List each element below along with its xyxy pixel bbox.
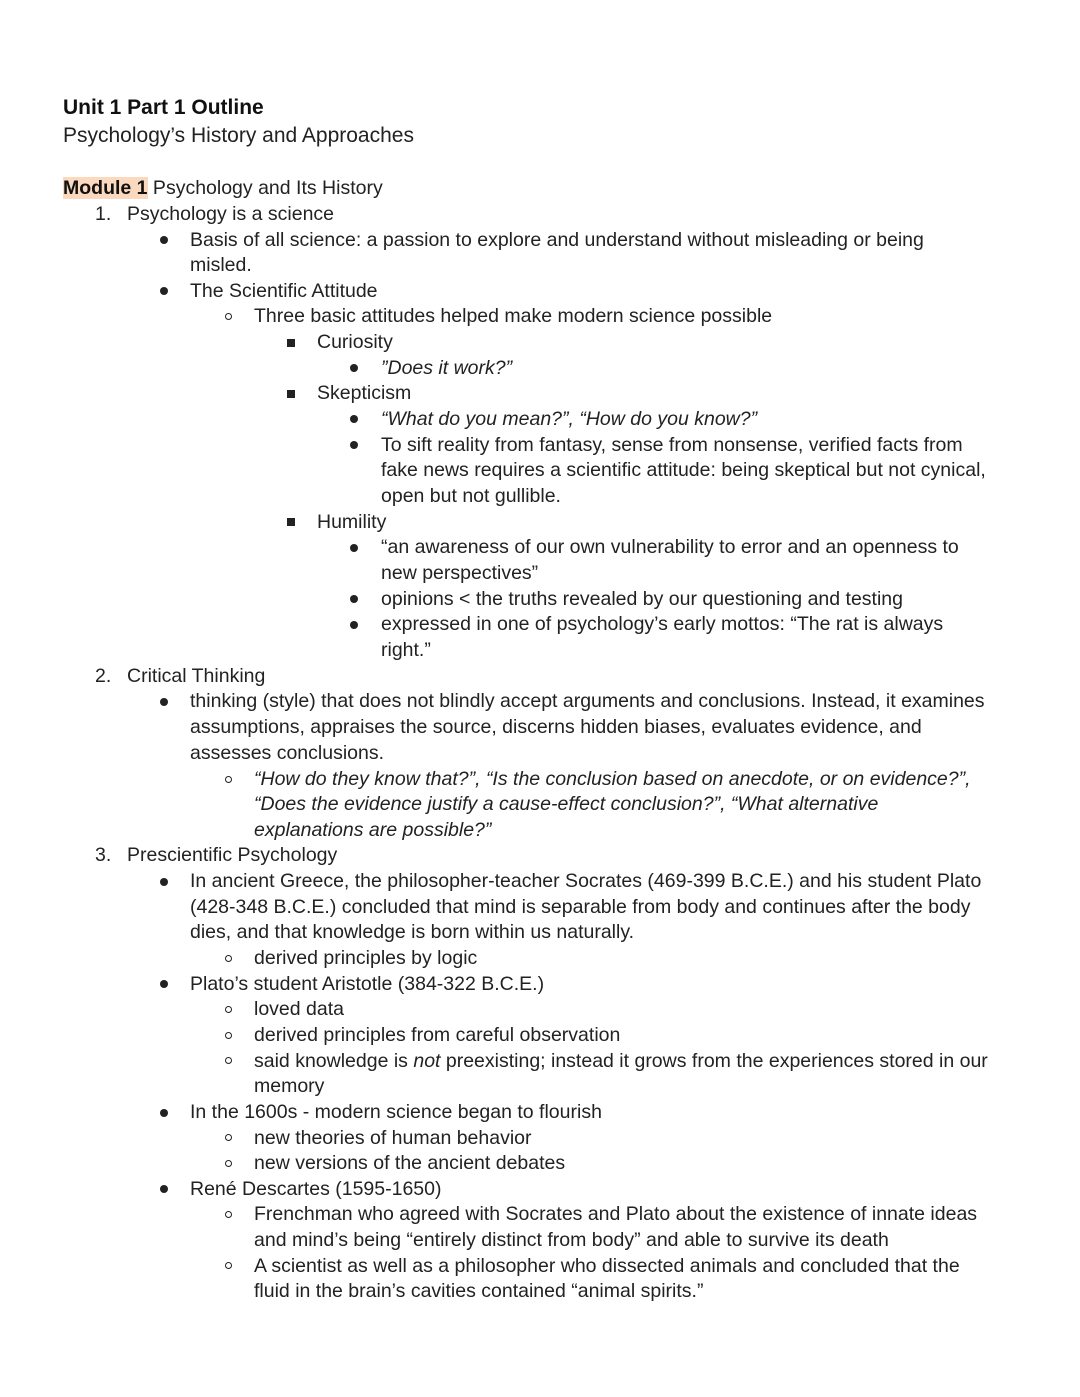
outline-text: expressed in one of psychology’s early mottos: “The rat is always bbox=[381, 613, 944, 635]
outline-text: opinions < the truths revealed by our questioning and testing bbox=[381, 588, 903, 610]
section-number: 1. bbox=[95, 203, 112, 225]
outline-text: right.” bbox=[381, 639, 431, 661]
bullet-icon bbox=[350, 621, 358, 629]
outline-quote bbox=[381, 356, 512, 382]
module-name: Psychology and Its History bbox=[147, 177, 383, 199]
bullet-icon bbox=[160, 236, 168, 244]
bullet-icon bbox=[160, 1185, 168, 1193]
outline-text: Curiosity bbox=[317, 331, 393, 353]
bullet-icon bbox=[160, 287, 168, 295]
bullet-icon bbox=[350, 364, 358, 372]
bullet-icon bbox=[350, 441, 358, 449]
module-tag: Module 1 bbox=[63, 177, 148, 199]
square-bullet-icon bbox=[287, 390, 295, 398]
section-title: Critical Thinking bbox=[127, 665, 266, 687]
outline-text: René Descartes (1595-1650) bbox=[190, 1178, 442, 1200]
outline-text: derived principles from careful observation bbox=[254, 1024, 621, 1046]
circle-bullet-icon bbox=[225, 1006, 232, 1013]
outline-text: and mind’s being “entirely distinct from body” and able to survive its death bbox=[254, 1229, 889, 1251]
outline-quote-text: explanations are possible?” bbox=[254, 819, 492, 841]
circle-bullet-icon bbox=[225, 313, 232, 320]
outline-text: fake news requires a scientific attitude: being skeptical but not cynical, bbox=[381, 459, 986, 481]
outline-quote-text: “What do you mean?”, “How do you know?” bbox=[381, 408, 758, 430]
circle-bullet-icon bbox=[225, 1057, 232, 1064]
outline-quote bbox=[381, 407, 757, 433]
outline-text: A scientist as well as a philosopher who dissected animals and concluded that the bbox=[254, 1255, 960, 1277]
bullet-icon bbox=[160, 698, 168, 706]
outline-text-part: said knowledge is bbox=[254, 1050, 414, 1072]
circle-bullet-icon bbox=[225, 1160, 232, 1167]
outline-text: new perspectives” bbox=[381, 562, 539, 584]
outline-text: Humility bbox=[317, 511, 387, 533]
outline-text: misled. bbox=[190, 254, 252, 276]
outline-text: Basis of all science: a passion to explore and understand without misleading or being bbox=[190, 229, 924, 251]
outline-text: thinking (style) that does not blindly accept arguments and conclusions. Instead, it examines bbox=[190, 690, 985, 712]
outline-text: Skepticism bbox=[317, 382, 412, 404]
outline-text: assesses conclusions. bbox=[190, 742, 385, 764]
outline-quote bbox=[254, 818, 491, 844]
outline-text: “an awareness of our own vulnerability to error and an openness to bbox=[381, 536, 959, 558]
outline-text: Frenchman who agreed with Socrates and Plato about the existence of innate ideas bbox=[254, 1203, 978, 1225]
outline-text: new versions of the ancient debates bbox=[254, 1152, 566, 1174]
outline-quote-text: “Does the evidence justify a cause-effect conclusion?”, “What alternative bbox=[254, 793, 879, 815]
circle-bullet-icon bbox=[225, 1032, 232, 1039]
section-title: Prescientific Psychology bbox=[127, 844, 338, 866]
bullet-icon bbox=[160, 980, 168, 988]
outline-quote bbox=[254, 792, 878, 818]
square-bullet-icon bbox=[287, 518, 295, 526]
outline-text bbox=[254, 1049, 988, 1075]
outline-text: open but not gullible. bbox=[381, 485, 561, 507]
outline-quote-text: “How do they know that?”, “Is the conclusion based on anecdote, or on evidence?”, bbox=[254, 768, 971, 790]
outline-quote bbox=[254, 767, 971, 793]
bullet-icon bbox=[350, 544, 358, 552]
outline-text: Three basic attitudes helped make modern science possible bbox=[254, 305, 773, 327]
module-heading bbox=[63, 176, 383, 202]
outline-text: dies, and that knowledge is born within us naturally. bbox=[190, 921, 635, 943]
outline-text: memory bbox=[254, 1075, 325, 1097]
bullet-icon bbox=[160, 878, 168, 886]
outline-text: new theories of human behavior bbox=[254, 1127, 532, 1149]
outline-text: Plato’s student Aristotle (384-322 B.C.E.) bbox=[190, 973, 545, 995]
bullet-icon bbox=[350, 595, 358, 603]
section-title: Psychology is a science bbox=[127, 203, 335, 225]
outline-text: The Scientific Attitude bbox=[190, 280, 378, 302]
bullet-icon bbox=[350, 415, 358, 423]
circle-bullet-icon bbox=[225, 1134, 232, 1141]
emphasis-text: not bbox=[413, 1050, 441, 1072]
outline-text: To sift reality from fantasy, sense from nonsense, verified facts from bbox=[381, 434, 963, 456]
outline-text: loved data bbox=[254, 998, 344, 1020]
outline-text: assumptions, appraises the source, discerns hidden biases, evaluates evidence, and bbox=[190, 716, 922, 738]
outline-text-part: preexisting; instead it grows from the experiences stored in our bbox=[440, 1050, 988, 1072]
circle-bullet-icon bbox=[225, 955, 232, 962]
outline-text: In ancient Greece, the philosopher-teacher Socrates (469-399 B.C.E.) and his student Plato bbox=[190, 870, 982, 892]
page-title: Unit 1 Part 1 Outline bbox=[63, 96, 264, 119]
outline-text: (428-348 B.C.E.) concluded that mind is separable from body and continues after the body bbox=[190, 896, 971, 918]
outline-quote-text: ”Does it work?” bbox=[381, 357, 513, 379]
circle-bullet-icon bbox=[225, 1262, 232, 1269]
square-bullet-icon bbox=[287, 339, 295, 347]
outline-text: In the 1600s - modern science began to flourish bbox=[190, 1101, 602, 1123]
page-subtitle: Psychology’s History and Approaches bbox=[63, 124, 414, 147]
outline-text: fluid in the brain’s cavities contained “animal spirits.” bbox=[254, 1280, 704, 1302]
circle-bullet-icon bbox=[225, 776, 232, 783]
section-number: 3. bbox=[95, 844, 112, 866]
circle-bullet-icon bbox=[225, 1211, 232, 1218]
outline-text: derived principles by logic bbox=[254, 947, 478, 969]
bullet-icon bbox=[160, 1109, 168, 1117]
section-number: 2. bbox=[95, 665, 112, 687]
